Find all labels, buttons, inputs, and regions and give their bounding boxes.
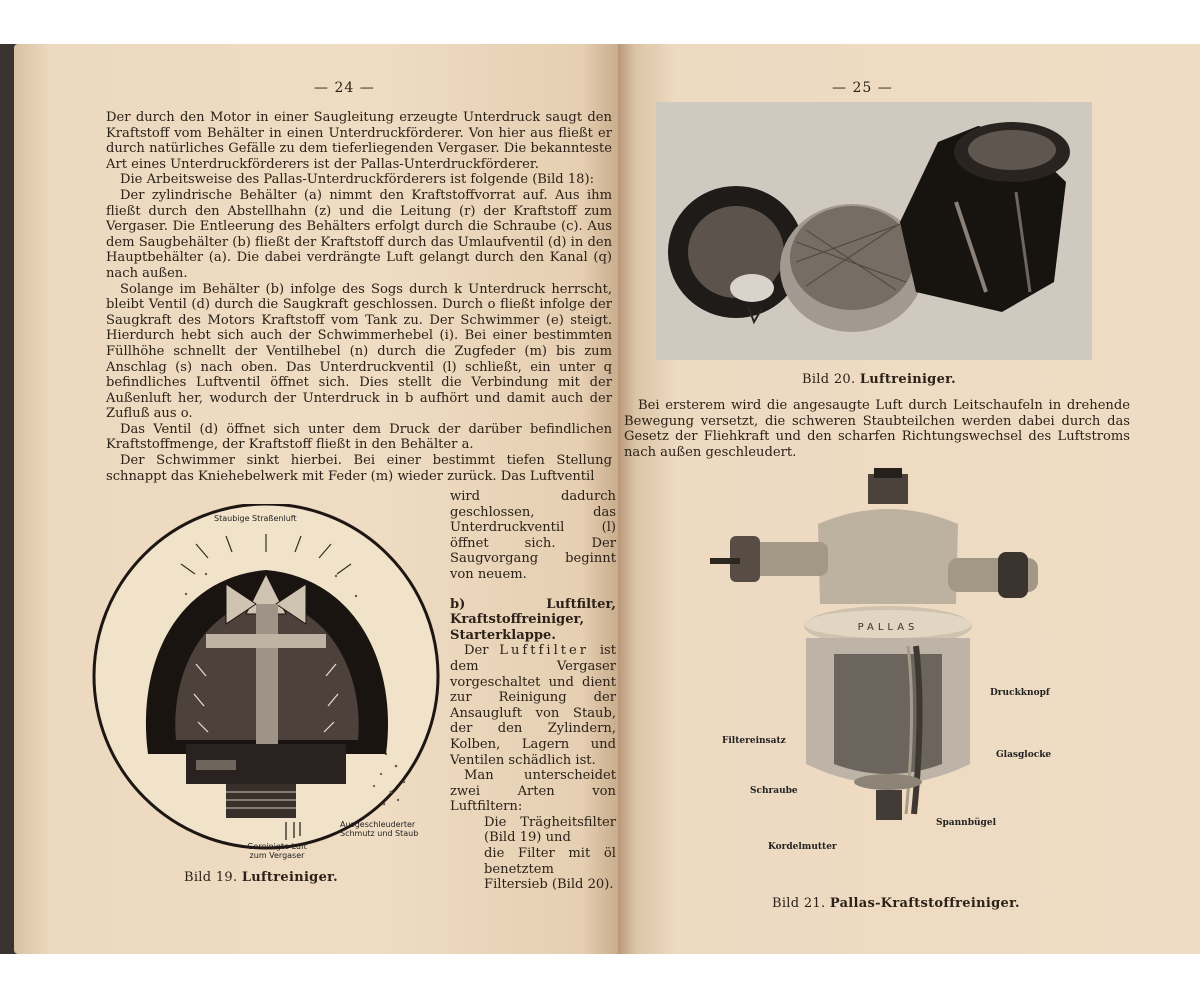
right-page-number: — 25 — <box>832 80 893 96</box>
column-text: wird dadurch geschlossen, das Unterdruckventil (l) öffnet sich. Der Saugvorgang beginnt von neuem. <box>450 489 616 582</box>
paragraph: Der durch den Motor in einer Saugleitung erzeugte Unterdruck saugt den Kraftstoff vom Behälter in einen Unterdruckförderer. Von hier aus fließt er durch natürliches Gefälle zu dem tieferliegenden Vergaser. Die bekannteste Art eines Unterdruckförderers ist der Pallas-Unterdruckförderer. <box>106 110 612 172</box>
section-para: Der Luftfilter ist dem Vergaser vorgeschaltet und dient zur Reinigung der Ansaugluft von Staub, der den Zylindern, Kolben, Lagern und Ventilen schädlich ist. <box>450 643 616 768</box>
left-page <box>14 44 618 954</box>
list-item: die Filter mit öl benetztem Filtersieb (Bild 20). <box>484 846 616 893</box>
left-page-number: — 24 — <box>314 80 375 96</box>
left-side-column <box>450 489 616 893</box>
label-druckknopf: Druckknopf <box>990 688 1050 698</box>
paragraph: Der Schwimmer sinkt hierbei. Bei einer bestimmt tiefen Stellung schnappt das Kniehebelwerk mit Feder (m) wieder zurück. Das Luftventil <box>106 453 612 484</box>
section-heading: b) Luftfilter, Kraftstoffreiniger, Starterklappe. <box>450 596 616 643</box>
label-dusty-air: Staubige Straßenluft <box>214 514 297 523</box>
figure-21-caption: Bild 21. Pallas-Kraftstoffreiniger. <box>772 896 1020 911</box>
paragraph: Das Ventil (d) öffnet sich unter dem Druck der darüber befindlichen Kraftstoffmenge, der Kraftstoff fließt in den Behälter a. <box>106 421 612 453</box>
label-cleaned-air: Gereinigte Luft zum Vergaser <box>247 842 307 860</box>
left-body-text <box>106 110 612 484</box>
label-spannbuegel: Spannbügel <box>936 818 996 828</box>
air-cleaner-photo-figure <box>656 102 1092 360</box>
open-book <box>0 44 1200 954</box>
figure-20-caption: Bild 20. Luftreiniger. <box>802 372 956 387</box>
label-glasglocke: Glasglocke <box>996 750 1052 760</box>
filter-rim-lettering: PALLAS <box>857 622 919 633</box>
figure-19-caption: Bild 19. Luftreiniger. <box>184 870 338 885</box>
label-filtereinsatz: Filtereinsatz <box>722 736 786 746</box>
label-kordelmutter: Kordelmutter <box>768 842 837 852</box>
paragraph: Bei ersterem wird die angesaugte Luft durch Leitschaufeln in drehende Bewegung versetzt, die schweren Staubteilchen werden dabei durch das Gesetz der Fliehkraft und den scharfen Richtungswechsel des Luftstroms nach außen geschleudert. <box>624 398 1130 460</box>
right-body-text <box>624 398 1130 460</box>
paragraph: Solange im Behälter (b) infolge des Sogs durch k Unterdruck herrscht, bleibt Ventil (d) durch die Saugkraft geschlossen. Durch o fließt infolge der Saugkraft des Motors Kraftstoff vom Tank zu. Der Schwimmer (e) steigt. Hierdurch hebt sich auch der Schwimmerhebel (i). Bei einer bestimmten Füllhöhe schnellt der Ventilhebel (n) durch die Zugfeder (m) bis zum Anschlag (s) nach oben. Das Unterdruckventil (l) schließt, ein unter q befindliches Luftventil öffnet sich. Dies stellt die Verbindung mit der Außenluft her, wodurch der Unterdruck in b aufhört und damit auch der Zufluß aus o. <box>106 281 612 422</box>
label-schraube: Schraube <box>750 786 798 796</box>
label-ejected-dust: Ausgeschleuderter Schmutz und Staub <box>340 820 419 838</box>
section-para-2: Man unterscheidet zwei Arten von Luftfiltern: <box>450 768 616 815</box>
paragraph: Die Arbeitsweise des Pallas-Unterdruckförderers ist folgende (Bild 18): <box>120 172 595 188</box>
paragraph: Der zylindrische Behälter (a) nimmt den Kraftstoffvorrat auf. Aus ihm fließt durch den Abstellhahn (z) und die Leitung (r) der Kraftstoff zum Vergaser. Die Entleerung des Behälters erfolgt durch die Schraube (c). Aus dem Saugbehälter (b) fließt der Kraftstoff durch das Umlaufventil (d) in den Hauptbehälter (a). Die dabei verdrängte Luft gelangt durch den Kanal (q) nach außen. <box>106 187 613 281</box>
section-lead-word: Luftfilter <box>499 643 590 659</box>
air-cleaner-cutaway-figure <box>86 504 446 854</box>
right-page <box>618 44 1200 954</box>
list-item: Die Trägheitsfilter (Bild 19) und <box>484 814 616 846</box>
